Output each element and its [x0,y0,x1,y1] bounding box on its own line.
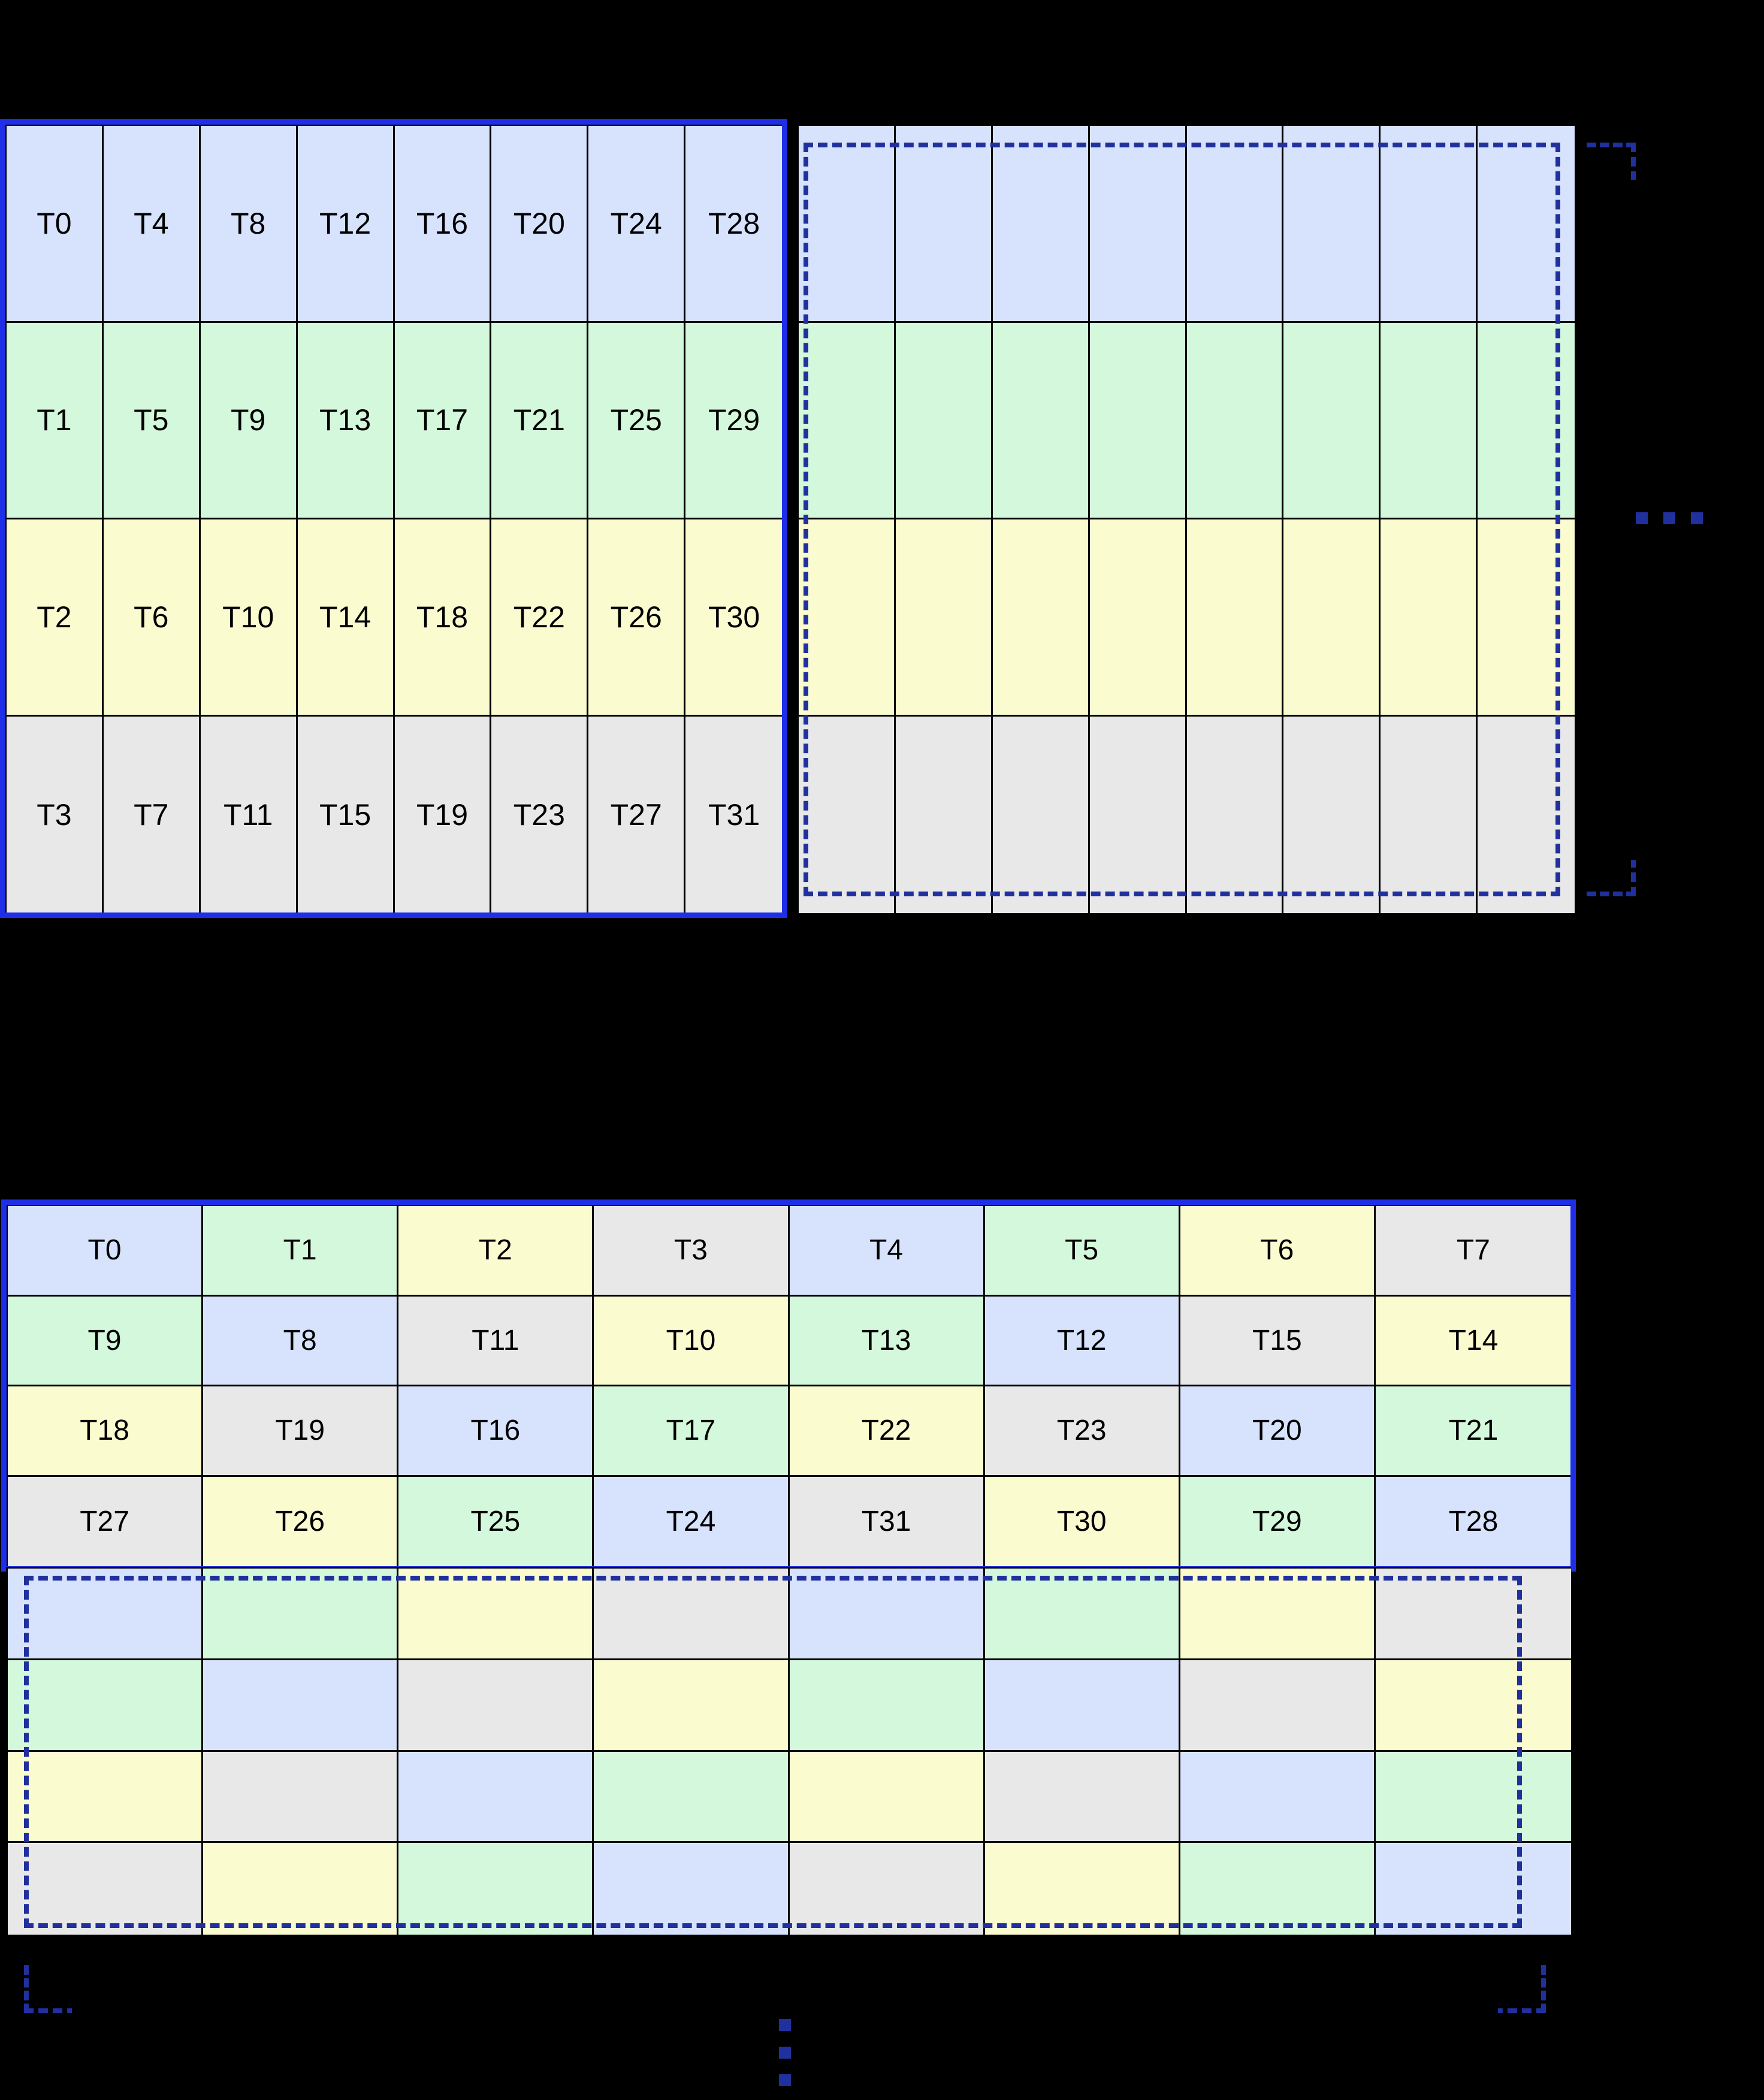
thread-cell: T20 [491,126,588,323]
thread-cell: T19 [203,1386,398,1477]
thread-cell: T7 [104,717,201,914]
thread-cell: T8 [201,126,298,323]
thread-repeat-cell [8,1843,203,1935]
thread-repeat-cell [8,1660,203,1752]
dot [1636,512,1648,524]
thread-repeat-cell [398,1752,594,1844]
thread-repeat-cell [1283,717,1381,914]
thread-repeat-cell [896,717,993,914]
thread-repeat-cell [1180,1660,1376,1752]
thread-cell: T3 [7,717,104,914]
thread-repeat-cell [1187,126,1284,323]
thread-cell: T30 [985,1477,1180,1567]
thread-cell: T28 [685,126,783,323]
thread-repeat-cell [896,323,993,520]
thread-repeat-cell [8,1752,203,1844]
thread-repeat-cell [896,126,993,323]
thread-repeat-cell [1381,323,1478,520]
thread-repeat-cell [896,519,993,717]
thread-cell: T22 [491,519,588,717]
thread-cell: T0 [8,1206,203,1297]
thread-cell: T15 [1180,1297,1376,1387]
thread-cell: T20 [1180,1386,1376,1477]
bottom-bracket-mask [72,1970,1498,2025]
thread-repeat-cell [203,1569,398,1660]
thread-repeat-cell [1187,323,1284,520]
thread-repeat-cell [1283,126,1381,323]
thread-repeat-cell [1376,1660,1571,1752]
thread-cell: T14 [1376,1297,1571,1387]
thread-repeat-cell [790,1752,985,1844]
thread-cell: T5 [104,323,201,520]
thread-cell: T30 [685,519,783,717]
thread-repeat-cell [799,126,896,323]
thread-repeat-cell [203,1752,398,1844]
thread-repeat-cell [993,717,1090,914]
thread-repeat-cell [985,1569,1180,1660]
thread-cell: T17 [594,1386,789,1477]
thread-repeat-cell [1090,126,1187,323]
thread-repeat-cell [993,519,1090,717]
thread-repeat-cell [790,1660,985,1752]
thread-repeat-cell [1090,519,1187,717]
thread-cell: T21 [491,323,588,520]
thread-cell: T4 [790,1206,985,1297]
thread-repeat-cell [1187,519,1284,717]
thread-cell: T24 [588,126,685,323]
thread-repeat-cell [1381,126,1478,323]
thread-cell: T25 [398,1477,594,1567]
thread-cell: T18 [395,519,492,717]
thread-cell: T26 [203,1477,398,1567]
bottom-repeated-thread-tile [6,1567,1571,1935]
dot [779,2047,791,2059]
thread-repeat-cell [594,1752,789,1844]
thread-repeat-cell [790,1843,985,1935]
thread-cell: T0 [7,126,104,323]
thread-cell: T31 [685,717,783,914]
thread-cell: T28 [1376,1477,1571,1567]
thread-cell: T16 [398,1386,594,1477]
thread-cell: T23 [985,1386,1180,1477]
thread-cell: T26 [588,519,685,717]
thread-cell: T7 [1376,1206,1571,1297]
top-labelled-thread-tile [5,124,783,913]
thread-cell: T12 [298,126,395,323]
thread-repeat-cell [398,1660,594,1752]
thread-repeat-cell [1478,126,1575,323]
top-continuation-dots [1636,512,1703,524]
thread-repeat-cell [799,323,896,520]
thread-repeat-cell [993,126,1090,323]
thread-repeat-cell [398,1569,594,1660]
thread-cell: T15 [298,717,395,914]
thread-repeat-cell [1376,1569,1571,1660]
thread-cell: T23 [491,717,588,914]
thread-cell: T16 [395,126,492,323]
thread-repeat-cell [1283,519,1381,717]
thread-cell: T31 [790,1477,985,1567]
dot [1691,512,1703,524]
thread-repeat-cell [8,1569,203,1660]
thread-repeat-cell [1180,1569,1376,1660]
thread-repeat-cell [1180,1752,1376,1844]
thread-cell: T1 [7,323,104,520]
dot [779,2019,791,2031]
thread-repeat-cell [799,519,896,717]
thread-cell: T2 [7,519,104,717]
thread-cell: T21 [1376,1386,1571,1477]
thread-cell: T17 [395,323,492,520]
thread-repeat-cell [993,323,1090,520]
thread-repeat-cell [1376,1843,1571,1935]
thread-cell: T19 [395,717,492,914]
thread-cell: T12 [985,1297,1180,1387]
thread-cell: T29 [1180,1477,1376,1567]
thread-cell: T1 [203,1206,398,1297]
thread-cell: T11 [201,717,298,914]
thread-cell: T8 [203,1297,398,1387]
thread-repeat-cell [203,1843,398,1935]
thread-cell: T9 [8,1297,203,1387]
thread-cell: T3 [594,1206,789,1297]
thread-cell: T4 [104,126,201,323]
thread-repeat-cell [790,1569,985,1660]
dot [1663,512,1675,524]
thread-cell: T18 [8,1386,203,1477]
thread-cell: T11 [398,1297,594,1387]
bottom-labelled-thread-tile [6,1204,1571,1567]
thread-repeat-cell [985,1843,1180,1935]
thread-cell: T6 [104,519,201,717]
thread-cell: T14 [298,519,395,717]
thread-repeat-cell [1381,519,1478,717]
thread-repeat-cell [1090,717,1187,914]
thread-repeat-cell [985,1660,1180,1752]
thread-repeat-cell [1187,717,1284,914]
thread-cell: T22 [790,1386,985,1477]
thread-repeat-cell [799,717,896,914]
thread-repeat-cell [1090,323,1187,520]
thread-cell: T9 [201,323,298,520]
thread-repeat-cell [203,1660,398,1752]
thread-cell: T10 [201,519,298,717]
thread-cell: T13 [298,323,395,520]
thread-repeat-cell [1283,323,1381,520]
thread-cell: T13 [790,1297,985,1387]
thread-cell: T10 [594,1297,789,1387]
thread-repeat-cell [594,1660,789,1752]
thread-cell: T6 [1180,1206,1376,1297]
thread-repeat-cell [594,1843,789,1935]
thread-cell: T5 [985,1206,1180,1297]
thread-repeat-cell [1478,323,1575,520]
thread-repeat-cell [1381,717,1478,914]
dot [779,2074,791,2086]
thread-cell: T24 [594,1477,789,1567]
thread-repeat-cell [594,1569,789,1660]
thread-cell: T27 [8,1477,203,1567]
thread-repeat-cell [398,1843,594,1935]
thread-repeat-cell [985,1752,1180,1844]
thread-cell: T27 [588,717,685,914]
bottom-continuation-dots [779,2019,791,2086]
thread-repeat-cell [1180,1843,1376,1935]
thread-cell: T29 [685,323,783,520]
thread-repeat-cell [1478,519,1575,717]
thread-cell: T25 [588,323,685,520]
top-repeated-thread-tile [797,124,1575,913]
thread-repeat-cell [1478,717,1575,914]
thread-cell: T2 [398,1206,594,1297]
thread-repeat-cell [1376,1752,1571,1844]
